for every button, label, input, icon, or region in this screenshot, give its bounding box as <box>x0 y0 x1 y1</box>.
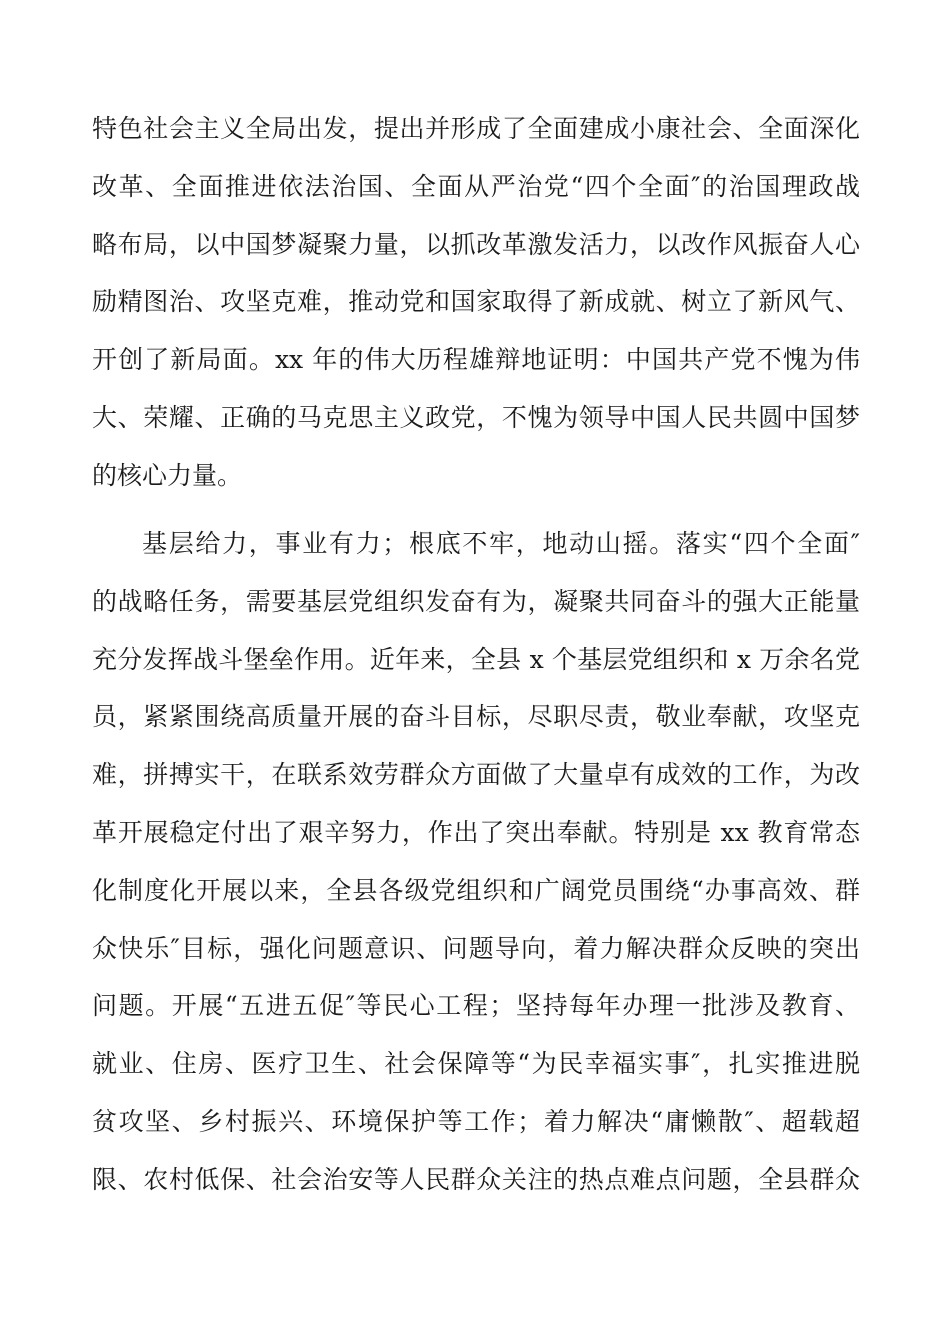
paragraph-1 <box>92 100 860 505</box>
paragraph-line: 的核心力量。 <box>92 460 243 490</box>
paragraph-line: 基层给力，事业有力；根底不牢，地动山摇。落实“四个全面″ <box>142 529 860 558</box>
paragraph-line: 充分发挥战斗堡垒作用。近年来，全县 x 个基层党组织和 x 万余名党 <box>92 644 860 674</box>
paragraph-line: 略布局，以中国梦凝聚力量，以抓改革激发活力，以改作风振奋人心 <box>92 229 860 259</box>
paragraph-line: 问题。开展“五进五促″等民心工程；坚持每年办理一批涉及教育、 <box>92 991 860 1021</box>
paragraph-line: 的战略任务，需要基层党组织发奋有为，凝聚共同奋斗的强大正能量 <box>92 586 860 616</box>
paragraph-line: 革开展稳定付出了艰辛努力，作出了突出奉献。特别是 xx 教育常态 <box>92 817 860 847</box>
paragraph-line: 开创了新局面。xx 年的伟大历程雄辩地证明：中国共产党不愧为伟 <box>92 345 860 375</box>
paragraph-line: 就业、住房、医疗卫生、社会保障等“为民幸福实事″，扎实推进脱 <box>92 1049 860 1079</box>
paragraph-line: 改革、全面推进依法治国、全面从严治党“四个全面″的治国理政战 <box>92 171 860 201</box>
paragraph-line: 难，拼搏实干，在联系效劳群众方面做了大量卓有成效的工作，为改 <box>92 760 860 790</box>
paragraph-line: 大、荣耀、正确的马克思主义政党，不愧为领导中国人民共圆中国梦 <box>92 402 860 432</box>
paragraph-line: 化制度化开展以来，全县各级党组织和广阔党员围绕“办事高效、群 <box>92 875 860 905</box>
paragraph-line: 励精图治、攻坚克难，推动党和国家取得了新成就、树立了新风气、 <box>92 287 860 317</box>
paragraph-2 <box>92 515 860 1209</box>
paragraph-line: 特色社会主义全局出发，提出并形成了全面建成小康社会、全面深化 <box>92 114 860 143</box>
paragraph-line: 限、农村低保、社会治安等人民群众关注的热点难点问题，全县群众 <box>92 1164 860 1194</box>
paragraph-line: 众快乐″目标，强化问题意识、问题导向，着力解决群众反映的突出 <box>92 933 860 963</box>
paragraph-line: 员，紧紧围绕高质量开展的奋斗目标，尽职尽责，敬业奉献，攻坚克 <box>92 702 860 732</box>
paragraph-line: 贫攻坚、乡村振兴、环境保护等工作；着力解决“庸懒散″、超载超 <box>92 1106 860 1136</box>
